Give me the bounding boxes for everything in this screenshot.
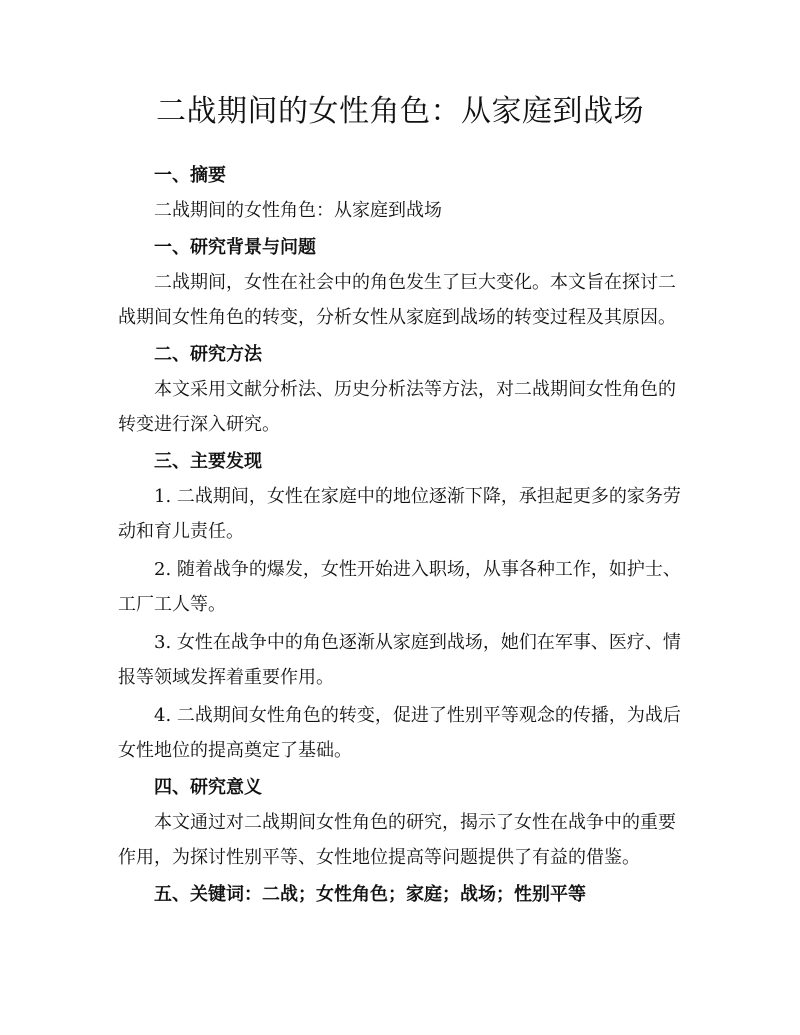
method-text: 本文采用文献分析法、历史分析法等方法，对二战期间女性角色的转变进行深入研究。: [118, 379, 676, 435]
significance-text: 本文通过对二战期间女性角色的研究，揭示了女性在战争中的重要作用，为探讨性别平等、女性地位提高等问题提供了有益的借鉴。: [118, 812, 676, 868]
background-text: 二战期间，女性在社会中的角色发生了巨大变化。本文旨在探讨二战期间女性角色的转变，分析女性从家庭到战场的转变过程及其原因。: [118, 272, 676, 328]
significance-heading: 四、研究意义: [154, 777, 262, 798]
method-heading: 二、研究方法: [154, 344, 262, 365]
background-heading: 一、研究背景与问题: [154, 237, 316, 258]
findings-heading: 三、主要发现: [154, 451, 262, 472]
abstract-heading: 一、摘要: [154, 165, 226, 186]
finding-item-1: 1. 二战期间，女性在家庭中的地位逐渐下降，承担起更多的家务劳动和育儿责任。: [118, 486, 681, 542]
finding-item-2: 2. 随着战争的爆发，女性开始进入职场，从事各种工作，如护士、工厂工人等。: [118, 559, 681, 615]
keywords-heading: 五、关键词：二战；女性角色；家庭；战场；性别平等: [154, 884, 586, 905]
abstract-text: 二战期间的女性角色：从家庭到战场: [154, 200, 442, 221]
finding-item-4: 4. 二战期间女性角色的转变，促进了性别平等观念的传播，为战后女性地位的提高奠定了基础。: [118, 705, 681, 761]
document-title: 二战期间的女性角色：从家庭到战场: [156, 94, 644, 129]
finding-item-3: 3. 女性在战争中的角色逐渐从家庭到战场，她们在军事、医疗、情报等领域发挥着重要作用。: [118, 632, 681, 688]
